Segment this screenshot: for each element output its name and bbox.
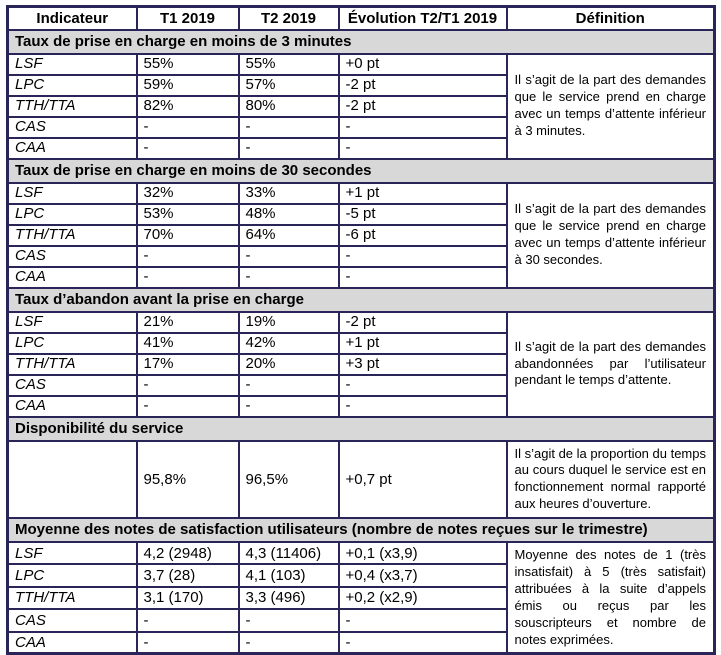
t2-value-cell: 57% [239, 75, 339, 96]
indicator-cell: CAA [8, 267, 137, 288]
table-header-row [8, 7, 715, 30]
t2-value-cell: 96,5% [239, 441, 339, 519]
evolution-value-cell: -2 pt [339, 75, 507, 96]
indicator-cell: LPC [8, 75, 137, 96]
t2-value-cell: 4,1 (103) [239, 564, 339, 586]
t2-value-cell: 20% [239, 354, 339, 375]
t1-value-cell: 32% [137, 183, 239, 204]
evolution-value-cell: +0,7 pt [339, 441, 507, 519]
evolution-value-cell: - [339, 138, 507, 159]
t1-value-cell: 55% [137, 54, 239, 75]
indicators-table [6, 5, 716, 655]
indicator-cell: LPC [8, 564, 137, 586]
t1-value-cell: - [137, 138, 239, 159]
evolution-value-cell: - [339, 609, 507, 631]
indicator-cell: CAA [8, 396, 137, 417]
t1-value-cell: 95,8% [137, 441, 239, 519]
indicator-cell: LSF [8, 54, 137, 75]
evolution-value-cell: +0,4 (x3,7) [339, 564, 507, 586]
t1-value-cell: 4,2 (2948) [137, 542, 239, 564]
evolution-value-cell: -5 pt [339, 204, 507, 225]
section-title: Taux d’abandon avant la prise en charge [8, 288, 715, 312]
t1-value-cell: 59% [137, 75, 239, 96]
t1-value-cell: 17% [137, 354, 239, 375]
t2-value-cell: - [239, 632, 339, 654]
indicator-cell: LSF [8, 312, 137, 333]
table-row [8, 441, 715, 519]
t1-value-cell: 21% [137, 312, 239, 333]
t2-value-cell: - [239, 609, 339, 631]
section-row [8, 159, 715, 183]
t1-value-cell: 3,7 (28) [137, 564, 239, 586]
t2-value-cell: 80% [239, 96, 339, 117]
evolution-value-cell: - [339, 375, 507, 396]
indicator-cell: TTH/TTA [8, 354, 137, 375]
t1-value-cell: - [137, 632, 239, 654]
t2-value-cell: - [239, 375, 339, 396]
t2-value-cell: - [239, 246, 339, 267]
column-header-t2-2019: T2 2019 [239, 7, 339, 30]
t1-value-cell: - [137, 375, 239, 396]
t2-value-cell: - [239, 396, 339, 417]
t1-value-cell: 3,1 (170) [137, 587, 239, 609]
section-title: Disponibilité du service [8, 417, 715, 441]
indicator-cell: CAS [8, 375, 137, 396]
t2-value-cell: 48% [239, 204, 339, 225]
t2-value-cell: - [239, 117, 339, 138]
indicator-cell: CAA [8, 632, 137, 654]
evolution-value-cell: +1 pt [339, 333, 507, 354]
evolution-value-cell: +3 pt [339, 354, 507, 375]
indicator-cell: CAS [8, 609, 137, 631]
t1-value-cell: - [137, 117, 239, 138]
t1-value-cell: - [137, 267, 239, 288]
evolution-value-cell: -2 pt [339, 312, 507, 333]
indicator-cell: CAS [8, 246, 137, 267]
t2-value-cell: 64% [239, 225, 339, 246]
t2-value-cell: 33% [239, 183, 339, 204]
evolution-value-cell: +0,2 (x2,9) [339, 587, 507, 609]
table-row [8, 312, 715, 333]
evolution-value-cell: - [339, 396, 507, 417]
t1-value-cell: 70% [137, 225, 239, 246]
column-header-indicateur: Indicateur [8, 7, 137, 30]
table-row [8, 542, 715, 564]
evolution-value-cell: -2 pt [339, 96, 507, 117]
indicator-cell: LPC [8, 333, 137, 354]
t1-value-cell: - [137, 396, 239, 417]
definition-cell: Il s’agit de la proportion du temps au cours duquel le service est en fonctionnement normal rapporté aux heures d’ouverture. [507, 441, 715, 519]
section-row [8, 30, 715, 54]
evolution-value-cell: - [339, 246, 507, 267]
table-row [8, 183, 715, 204]
indicator-cell: CAA [8, 138, 137, 159]
indicator-cell: TTH/TTA [8, 96, 137, 117]
t1-value-cell: 82% [137, 96, 239, 117]
t1-value-cell: 41% [137, 333, 239, 354]
definition-cell: Moyenne des notes de 1 (très insatisfait) à 5 (très satisfait) attribuées à la suite d’appels émis ou reçus par les souscripteurs et nombre de notes exprimées. [507, 542, 715, 654]
t2-value-cell: - [239, 267, 339, 288]
definition-cell: Il s’agit de la part des demandes que le service prend en charge avec un temps d’attente inférieur à 30 secondes. [507, 183, 715, 288]
section-title: Moyenne des notes de satisfaction utilisateurs (nombre de notes reçues sur le trimestre) [8, 518, 715, 542]
indicator-cell: LPC [8, 204, 137, 225]
indicator-cell: TTH/TTA [8, 225, 137, 246]
evolution-value-cell: - [339, 117, 507, 138]
t2-value-cell: 55% [239, 54, 339, 75]
evolution-value-cell: - [339, 267, 507, 288]
t2-value-cell: 42% [239, 333, 339, 354]
column-header-evolution: Évolution T2/T1 2019 [339, 7, 507, 30]
section-row [8, 417, 715, 441]
indicator-cell [8, 441, 137, 519]
t2-value-cell: 19% [239, 312, 339, 333]
t1-value-cell: - [137, 246, 239, 267]
t1-value-cell: 53% [137, 204, 239, 225]
indicator-cell: CAS [8, 117, 137, 138]
definition-cell: Il s’agit de la part des demandes que le service prend en charge avec un temps d’attente inférieur à 3 minutes. [507, 54, 715, 159]
indicator-cell: TTH/TTA [8, 587, 137, 609]
evolution-value-cell: -6 pt [339, 225, 507, 246]
definition-cell: Il s’agit de la part des demandes abandonnées par l’utilisateur pendant le temps d’attente. [507, 312, 715, 417]
section-title: Taux de prise en charge en moins de 3 minutes [8, 30, 715, 54]
section-title: Taux de prise en charge en moins de 30 secondes [8, 159, 715, 183]
t2-value-cell: 4,3 (11406) [239, 542, 339, 564]
column-header-definition: Définition [507, 7, 715, 30]
section-row [8, 518, 715, 542]
indicator-cell: LSF [8, 542, 137, 564]
table-row [8, 54, 715, 75]
evolution-value-cell: +1 pt [339, 183, 507, 204]
t2-value-cell: - [239, 138, 339, 159]
t1-value-cell: - [137, 609, 239, 631]
evolution-value-cell: - [339, 632, 507, 654]
evolution-value-cell: +0 pt [339, 54, 507, 75]
evolution-value-cell: +0,1 (x3,9) [339, 542, 507, 564]
t2-value-cell: 3,3 (496) [239, 587, 339, 609]
column-header-t1-2019: T1 2019 [137, 7, 239, 30]
indicator-cell: LSF [8, 183, 137, 204]
section-row [8, 288, 715, 312]
